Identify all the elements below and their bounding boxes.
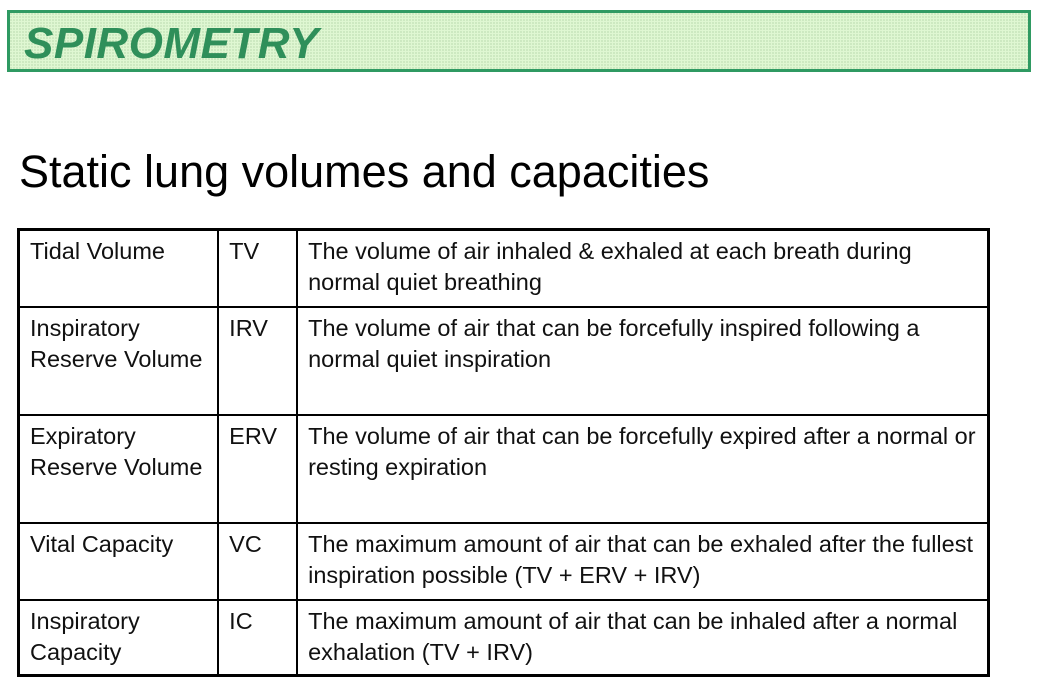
volume-name-cell: Expiratory Reserve Volume xyxy=(19,415,219,523)
abbreviation-cell: TV xyxy=(218,230,297,307)
volume-name-cell: Tidal Volume xyxy=(19,230,219,307)
description-cell: The maximum amount of air that can be inhaled after a normal exhalation (TV + IRV) xyxy=(297,600,988,676)
volume-name-cell: Inspiratory Capacity xyxy=(19,600,219,676)
volume-name-cell: Vital Capacity xyxy=(19,523,219,600)
abbreviation-cell: VC xyxy=(218,523,297,600)
slide-title: SPIROMETRY xyxy=(24,19,320,68)
title-banner xyxy=(7,10,1031,72)
table-row xyxy=(19,415,989,523)
table-row xyxy=(19,600,989,676)
section-heading: Static lung volumes and capacities xyxy=(19,146,710,197)
description-cell: The volume of air that can be forcefully inspired following a normal quiet inspiration xyxy=(297,307,988,415)
table-row xyxy=(19,230,989,307)
lung-volumes-table xyxy=(17,228,990,677)
description-cell: The maximum amount of air that can be exhaled after the fullest inspiration possible (TV + ERV + IRV) xyxy=(297,523,988,600)
table-row xyxy=(19,523,989,600)
table-row xyxy=(19,307,989,415)
abbreviation-cell: ERV xyxy=(218,415,297,523)
description-cell: The volume of air that can be forcefully expired after a normal or resting expiration xyxy=(297,415,988,523)
abbreviation-cell: IC xyxy=(218,600,297,676)
abbreviation-cell: IRV xyxy=(218,307,297,415)
description-cell: The volume of air inhaled & exhaled at each breath during normal quiet breathing xyxy=(297,230,988,307)
volume-name-cell: Inspiratory Reserve Volume xyxy=(19,307,219,415)
